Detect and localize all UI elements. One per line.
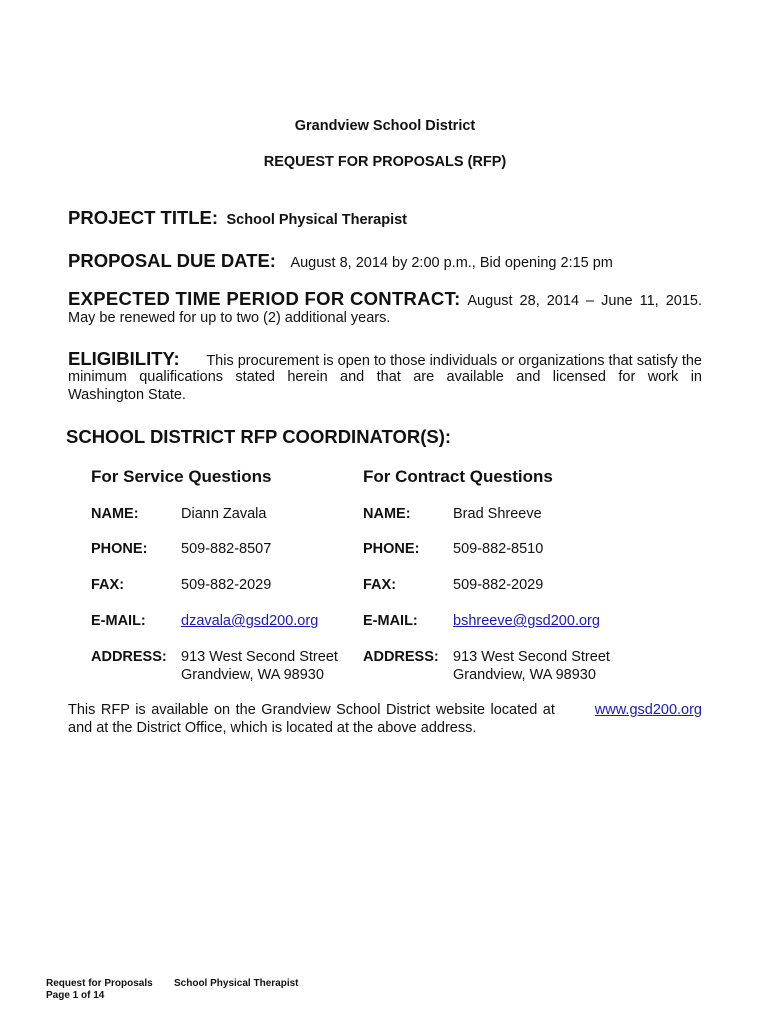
service-address-label: ADDRESS: bbox=[91, 649, 167, 665]
eligibility-line2-row bbox=[68, 369, 702, 385]
contract-period-row bbox=[68, 288, 702, 310]
due-date-row bbox=[68, 250, 613, 272]
footer-doc-type: Request for Proposals bbox=[46, 978, 153, 989]
eligibility-line3: Washington State. bbox=[68, 387, 186, 403]
contract-address-label: ADDRESS: bbox=[363, 649, 439, 665]
footer-project-title: School Physical Therapist bbox=[174, 978, 299, 989]
eligibility-line1: This procurement is open to those individuals or organizations that satisfy the bbox=[206, 353, 702, 369]
service-email-label: E-MAIL: bbox=[91, 613, 146, 629]
availability-row bbox=[68, 702, 702, 718]
availability-line1: This RFP is available on the Grandview School District website located at bbox=[68, 702, 555, 718]
service-name-label: NAME: bbox=[91, 506, 139, 522]
contract-name-value: Brad Shreeve bbox=[453, 506, 542, 522]
footer-page-number: Page 1 of 14 bbox=[46, 990, 105, 1001]
service-phone-value: 509-882-8507 bbox=[181, 541, 272, 557]
contract-phone-label: PHONE: bbox=[363, 541, 420, 557]
contract-period-label: EXPECTED TIME PERIOD FOR CONTRACT: bbox=[68, 288, 461, 309]
service-email-link[interactable]: dzavala@gsd200.org bbox=[181, 613, 319, 629]
service-phone-label: PHONE: bbox=[91, 541, 148, 557]
service-fax-label: FAX: bbox=[91, 577, 125, 593]
contract-period-value: August 28, 2014 – June 11, 2015. bbox=[467, 293, 702, 309]
contract-phone-value: 509-882-8510 bbox=[453, 541, 544, 557]
eligibility-line2: minimum qualifications stated herein and that are available and licensed for work in bbox=[68, 369, 702, 385]
contract-name-label: NAME: bbox=[363, 506, 411, 522]
contract-fax-label: FAX: bbox=[363, 577, 397, 593]
eligibility-row bbox=[68, 348, 702, 370]
contract-address-line1: 913 West Second Street bbox=[453, 649, 610, 665]
document-type: REQUEST FOR PROPOSALS (RFP) bbox=[263, 154, 507, 170]
contract-address-line2: Grandview, WA 98930 bbox=[453, 667, 596, 683]
contract-email-link[interactable]: bshreeve@gsd200.org bbox=[453, 613, 600, 629]
due-date-label: PROPOSAL DUE DATE: bbox=[68, 250, 276, 271]
website-link[interactable]: www.gsd200.org bbox=[594, 702, 702, 718]
due-date-value: August 8, 2014 by 2:00 p.m., Bid opening 2:15 pm bbox=[290, 255, 613, 271]
project-title-value: School Physical Therapist bbox=[226, 212, 408, 228]
service-questions-title: For Service Questions bbox=[91, 467, 272, 486]
contract-email-label: E-MAIL: bbox=[363, 613, 418, 629]
availability-line2: and at the District Office, which is located at the above address. bbox=[68, 720, 477, 736]
coordinators-heading: SCHOOL DISTRICT RFP COORDINATOR(S): bbox=[66, 426, 452, 447]
district-name: Grandview School District bbox=[294, 118, 476, 134]
service-name-value: Diann Zavala bbox=[181, 506, 267, 522]
service-address-line1: 913 West Second Street bbox=[181, 649, 338, 665]
service-address-line2: Grandview, WA 98930 bbox=[181, 667, 324, 683]
contract-fax-value: 509-882-2029 bbox=[453, 577, 544, 593]
contract-questions-title: For Contract Questions bbox=[363, 467, 553, 486]
contract-renewal-note: May be renewed for up to two (2) additional years. bbox=[68, 310, 391, 326]
service-fax-value: 509-882-2029 bbox=[181, 577, 272, 593]
eligibility-label: ELIGIBILITY: bbox=[68, 348, 180, 369]
project-title-label: PROJECT TITLE: bbox=[68, 207, 219, 228]
project-title-row bbox=[68, 207, 407, 229]
